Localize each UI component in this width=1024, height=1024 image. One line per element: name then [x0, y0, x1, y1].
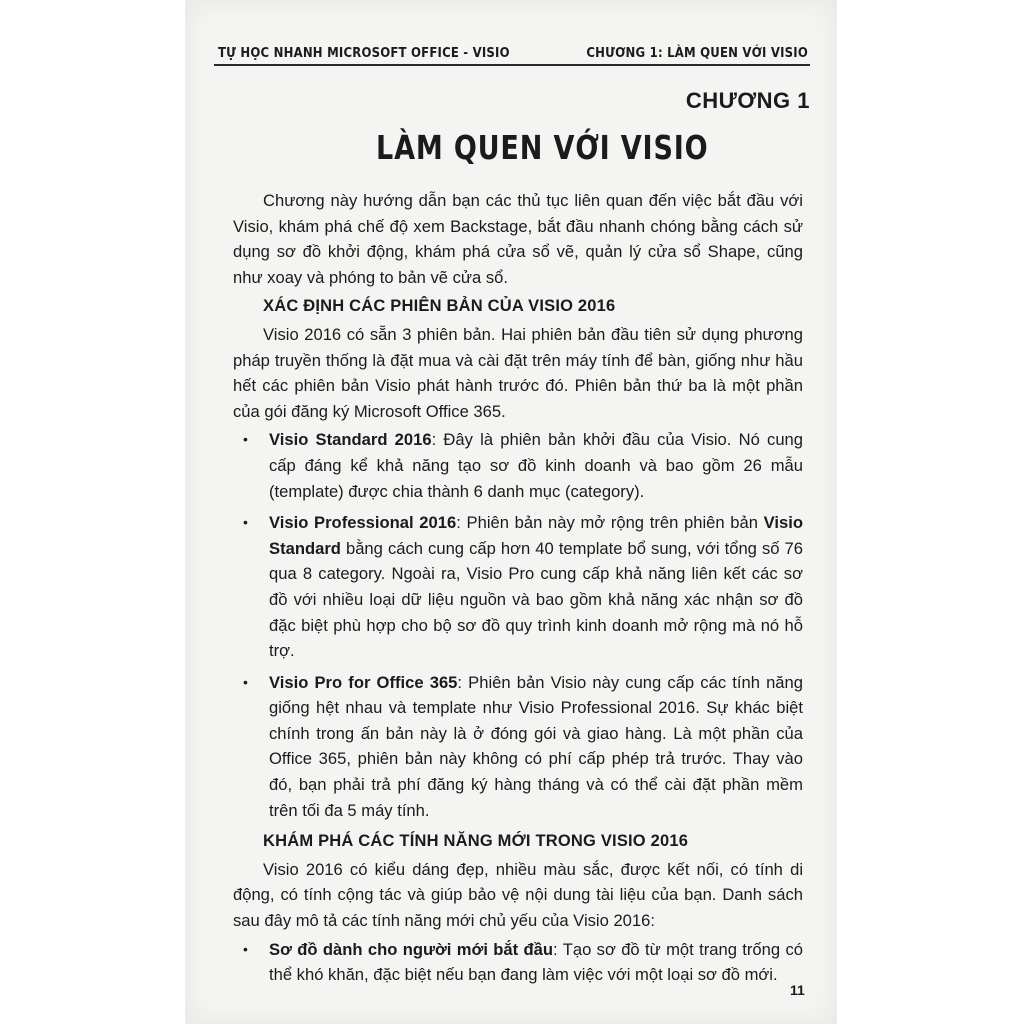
chapter-header: CHƯƠNG 1: LÀM QUEN VỚI VISIO — [586, 46, 808, 61]
running-header — [218, 42, 808, 64]
editions-paragraph: Visio 2016 có sẵn 3 phiên bản. Hai phiên bản đầu tiên sử dụng phương pháp truyền thống là đặt mua và cài đặt trên máy tính để bàn, giống như hầu hết các phiên bản Visio phát hành trước đó. Phiên bản thứ ba là một phần của gói đăng ký Microsoft Office 365. — [233, 324, 803, 421]
list-item — [233, 510, 803, 664]
bullet-icon: • — [243, 514, 248, 531]
page-number: 11 — [790, 982, 805, 998]
page-body — [233, 188, 803, 994]
chapter-title: LÀM QUEN VỚI VISIO — [376, 128, 709, 167]
bullet-icon: • — [243, 940, 248, 957]
chapter-number: CHƯƠNG 1 — [685, 88, 810, 113]
bullet-icon: • — [243, 431, 248, 448]
book-title-header: TỰ HỌC NHANH MICROSOFT OFFICE - VISIO — [218, 46, 510, 61]
list-item-term: Visio Pro for Office 365 — [269, 672, 458, 692]
list-item — [233, 427, 803, 504]
new-features-paragraph: Visio 2016 có kiểu dáng đẹp, nhiều màu sắc, được kết nối, có tính di động, có tính cộng tác và giúp bảo vệ nội dung tài liệu của bạn. Danh sách sau đây mô tả các tính năng mới chủ yếu của Visio 2016: — [233, 859, 803, 931]
list-item-term: Sơ đồ dành cho người mới bắt đầu — [269, 939, 554, 959]
list-item-text: : Phiên bản này mở rộng trên phiên bản — [456, 513, 764, 533]
list-item-term: Visio Standard 2016 — [269, 430, 432, 450]
list-item-term: Visio Professional 2016 — [269, 513, 457, 533]
intro-paragraph: Chương này hướng dẫn bạn các thủ tục liên quan đến việc bắt đầu với Visio, khám phá chế độ xem Backstage, bắt đầu nhanh chóng bằng cách sử dụng sơ đồ khởi động, khám phá cửa sổ vẽ, quản lý cửa sổ Shape, cũng như xoay và phóng to bản vẽ cửa sổ. — [233, 191, 803, 287]
section-heading-editions: XÁC ĐỊNH CÁC PHIÊN BẢN CỦA VISIO 2016 — [263, 297, 616, 316]
list-item-text: bằng cách cung cấp hơn 40 template bổ sung, với tổng số 76 qua 8 category. Ngoài ra, Visio Pro cung cấp khả năng liên kết các sơ đồ với nhiều loại dữ liệu nguồn và bao gồm khả năng xác nhận sơ đồ đặc biệt phù hợp cho bộ sơ đồ quy trình kinh doanh mở rộng mà nó hỗ trợ. — [269, 538, 803, 661]
bullet-icon: • — [243, 673, 248, 690]
new-features-list — [233, 937, 803, 988]
editions-list — [233, 427, 803, 823]
list-item — [233, 670, 803, 824]
list-item-text: : Đây là phiên bản khởi đầu của Visio. Nó cung cấp đáng kể khả năng tạo sơ đồ kinh doanh và bao gồm 26 mẫu (template) được chia thành 6 danh mục (category). — [269, 430, 804, 501]
list-item-text: : Phiên bản Visio này cung cấp các tính năng giống hệt nhau và template như Visio Professional 2016. Sự khác biệt chính trong ấn bản này là ở đóng gói và giao hàng. Là một phần của Office 365, phiên bản này không có phí cấp phép trả trước. Thay vào đó, bạn phải trả phí đăng ký hàng tháng và có thể cài đặt phần mềm trên tối đa 5 máy tính. — [269, 672, 803, 820]
header-divider — [214, 64, 810, 66]
section-heading-new-features: KHÁM PHÁ CÁC TÍNH NĂNG MỚI TRONG VISIO 2016 — [263, 832, 689, 851]
list-item — [233, 937, 803, 988]
list-item-text: : Tạo sơ đồ từ một trang trống có thể khó khăn, đặc biệt nếu bạn đang làm việc với một loại sơ đồ mới. — [269, 939, 804, 985]
list-item-term: Visio Standard — [269, 513, 804, 558]
